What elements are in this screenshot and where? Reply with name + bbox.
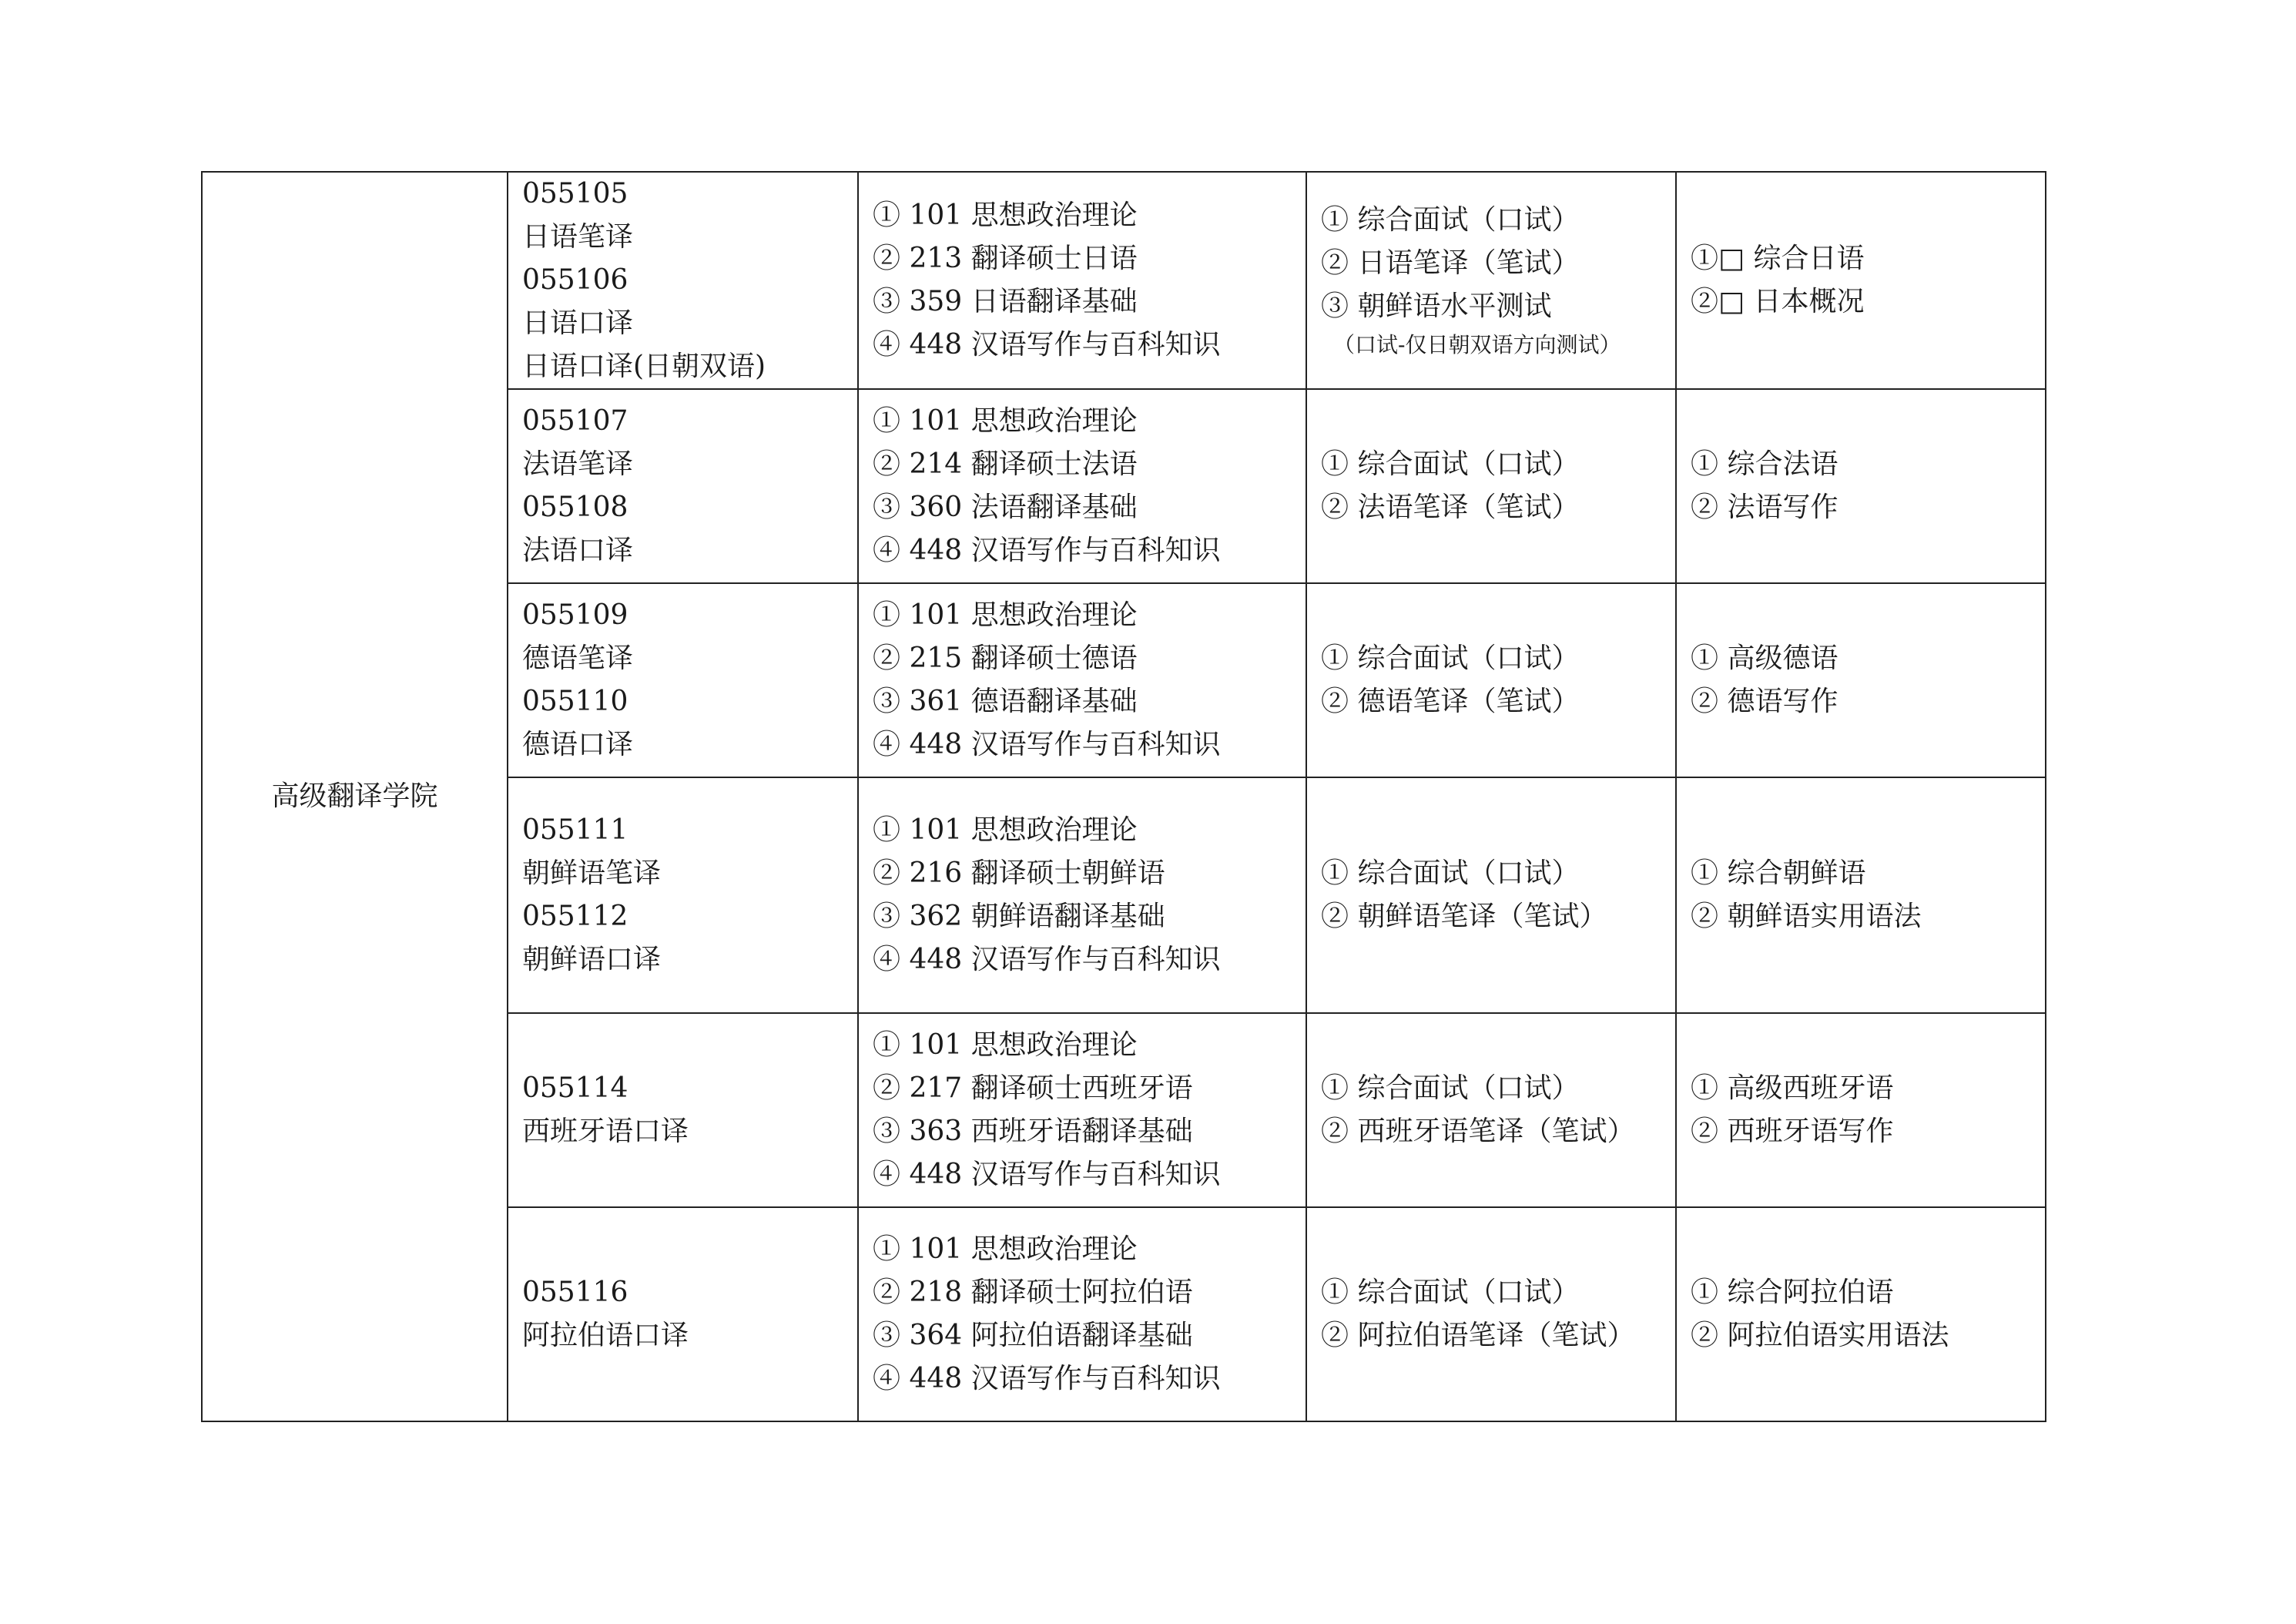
initial-exam-item: ④ 448 汉语写作与百科知识	[873, 1363, 1221, 1394]
equivalent-item: ② 西班牙语写作	[1691, 1116, 1894, 1147]
initial-exam-item: ② 217 翻译硕士西班牙语	[873, 1072, 1193, 1104]
program-line: 055109	[522, 599, 628, 631]
initial-exam-cell	[858, 1013, 1306, 1207]
program-line: 阿拉伯语口译	[522, 1320, 689, 1351]
retest-item: ① 综合面试（口试）	[1321, 448, 1580, 480]
equivalent-item: ① 高级德语	[1691, 643, 1838, 674]
initial-exam-item: ④ 448 汉语写作与百科知识	[873, 729, 1221, 760]
equivalent-item: ① 综合朝鲜语	[1691, 857, 1866, 889]
table-body	[202, 172, 2046, 1421]
program-cell	[508, 777, 858, 1013]
initial-exam-cell	[858, 777, 1306, 1013]
initial-exam-cell	[858, 1207, 1306, 1421]
equivalent-cell	[1676, 1013, 2046, 1207]
retest-item: ③ 朝鲜语水平测试	[1321, 290, 1552, 322]
equivalent-item: ①□ 综合日语	[1691, 243, 1865, 274]
retest-item: ① 综合面试（口试）	[1321, 1072, 1580, 1104]
program-cell	[508, 172, 858, 389]
program-line: 055114	[522, 1072, 628, 1104]
retest-item: ② 西班牙语笔译（笔试）	[1321, 1116, 1635, 1147]
retest-cell	[1306, 583, 1676, 777]
program-line: 法语笔译	[522, 448, 634, 480]
program-line: 055105	[522, 178, 628, 210]
program-cell	[508, 1207, 858, 1421]
program-line: 055116	[522, 1277, 628, 1308]
retest-cell	[1306, 1013, 1676, 1207]
program-line: 日语笔译	[522, 221, 634, 253]
initial-exam-item: ① 101 思想政治理论	[873, 405, 1138, 437]
initial-exam-item: ② 214 翻译硕士法语	[873, 448, 1138, 480]
initial-exam-item: ④ 448 汉语写作与百科知识	[873, 535, 1221, 566]
equivalent-item: ② 阿拉伯语实用语法	[1691, 1320, 1949, 1351]
program-line: 法语口译	[522, 535, 634, 566]
retest-cell	[1306, 777, 1676, 1013]
college-name: 高级翻译学院	[271, 780, 438, 812]
equivalent-cell	[1676, 172, 2046, 389]
initial-exam-item: ① 101 思想政治理论	[873, 599, 1138, 631]
program-line: 朝鲜语口译	[522, 944, 662, 975]
exam-subjects-table	[201, 171, 2046, 1422]
equivalent-cell	[1676, 389, 2046, 583]
initial-exam-item: ③ 362 朝鲜语翻译基础	[873, 901, 1165, 932]
program-line: 055106	[522, 264, 628, 296]
program-line: 西班牙语口译	[522, 1116, 689, 1147]
initial-exam-item: ③ 361 德语翻译基础	[873, 686, 1138, 717]
table-row	[202, 172, 2046, 389]
program-line: 055108	[522, 492, 628, 523]
initial-exam-item: ② 215 翻译硕士德语	[873, 643, 1138, 674]
retest-item: ① 综合面试（口试）	[1321, 1277, 1580, 1308]
initial-exam-item: ① 101 思想政治理论	[873, 814, 1138, 846]
equivalent-cell	[1676, 583, 2046, 777]
retest-item: ② 阿拉伯语笔译（笔试）	[1321, 1320, 1635, 1351]
retest-item: ① 综合面试（口试）	[1321, 643, 1580, 674]
retest-item: ② 德语笔译（笔试）	[1321, 686, 1580, 717]
retest-item: ① 综合面试（口试）	[1321, 204, 1580, 236]
program-line: 朝鲜语笔译	[522, 857, 662, 889]
retest-cell	[1306, 1207, 1676, 1421]
initial-exam-cell	[858, 389, 1306, 583]
equivalent-item: ① 综合法语	[1691, 448, 1838, 480]
retest-cell	[1306, 389, 1676, 583]
equivalent-item: ② 朝鲜语实用语法	[1691, 901, 1922, 932]
retest-item: ① 综合面试（口试）	[1321, 857, 1580, 889]
initial-exam-item: ④ 448 汉语写作与百科知识	[873, 944, 1221, 975]
equivalent-item: ① 高级西班牙语	[1691, 1072, 1894, 1104]
program-line: 日语口译	[522, 307, 634, 339]
program-line: 德语口译	[522, 729, 634, 760]
initial-exam-item: ③ 364 阿拉伯语翻译基础	[873, 1320, 1193, 1351]
initial-exam-item: ③ 363 西班牙语翻译基础	[873, 1116, 1193, 1147]
program-line: 055111	[522, 814, 628, 846]
initial-exam-item: ② 218 翻译硕士阿拉伯语	[873, 1277, 1193, 1308]
program-line: 日语口译(日朝双语)	[522, 351, 766, 382]
retest-item: ② 朝鲜语笔译（笔试）	[1321, 901, 1607, 932]
initial-exam-item: ① 101 思想政治理论	[873, 1029, 1138, 1061]
initial-exam-cell	[858, 172, 1306, 389]
program-cell	[508, 583, 858, 777]
program-line: 055110	[522, 686, 628, 717]
retest-item: ② 日语笔译（笔试）	[1321, 247, 1580, 279]
equivalent-cell	[1676, 777, 2046, 1013]
equivalent-item: ② 德语写作	[1691, 686, 1838, 717]
initial-exam-item: ① 101 思想政治理论	[873, 1233, 1138, 1265]
equivalent-cell	[1676, 1207, 2046, 1421]
retest-note: （口试-仅日朝双语方向测试）	[1333, 332, 1621, 357]
program-cell	[508, 1013, 858, 1207]
program-line: 德语笔译	[522, 643, 634, 674]
initial-exam-item: ① 101 思想政治理论	[873, 200, 1138, 231]
program-line: 055112	[522, 901, 628, 932]
equivalent-item: ① 综合阿拉伯语	[1691, 1277, 1894, 1308]
program-cell	[508, 389, 858, 583]
college-cell	[202, 172, 508, 1421]
equivalent-item: ② 法语写作	[1691, 492, 1838, 523]
initial-exam-item: ③ 359 日语翻译基础	[873, 286, 1138, 317]
retest-cell	[1306, 172, 1676, 389]
retest-item: ② 法语笔译（笔试）	[1321, 492, 1580, 523]
initial-exam-cell	[858, 583, 1306, 777]
initial-exam-item: ④ 448 汉语写作与百科知识	[873, 329, 1221, 361]
initial-exam-item: ④ 448 汉语写作与百科知识	[873, 1159, 1221, 1190]
initial-exam-item: ③ 360 法语翻译基础	[873, 492, 1138, 523]
equivalent-item: ②□ 日本概况	[1691, 286, 1865, 317]
program-line: 055107	[522, 405, 628, 437]
initial-exam-item: ② 216 翻译硕士朝鲜语	[873, 857, 1165, 889]
initial-exam-item: ② 213 翻译硕士日语	[873, 243, 1138, 274]
